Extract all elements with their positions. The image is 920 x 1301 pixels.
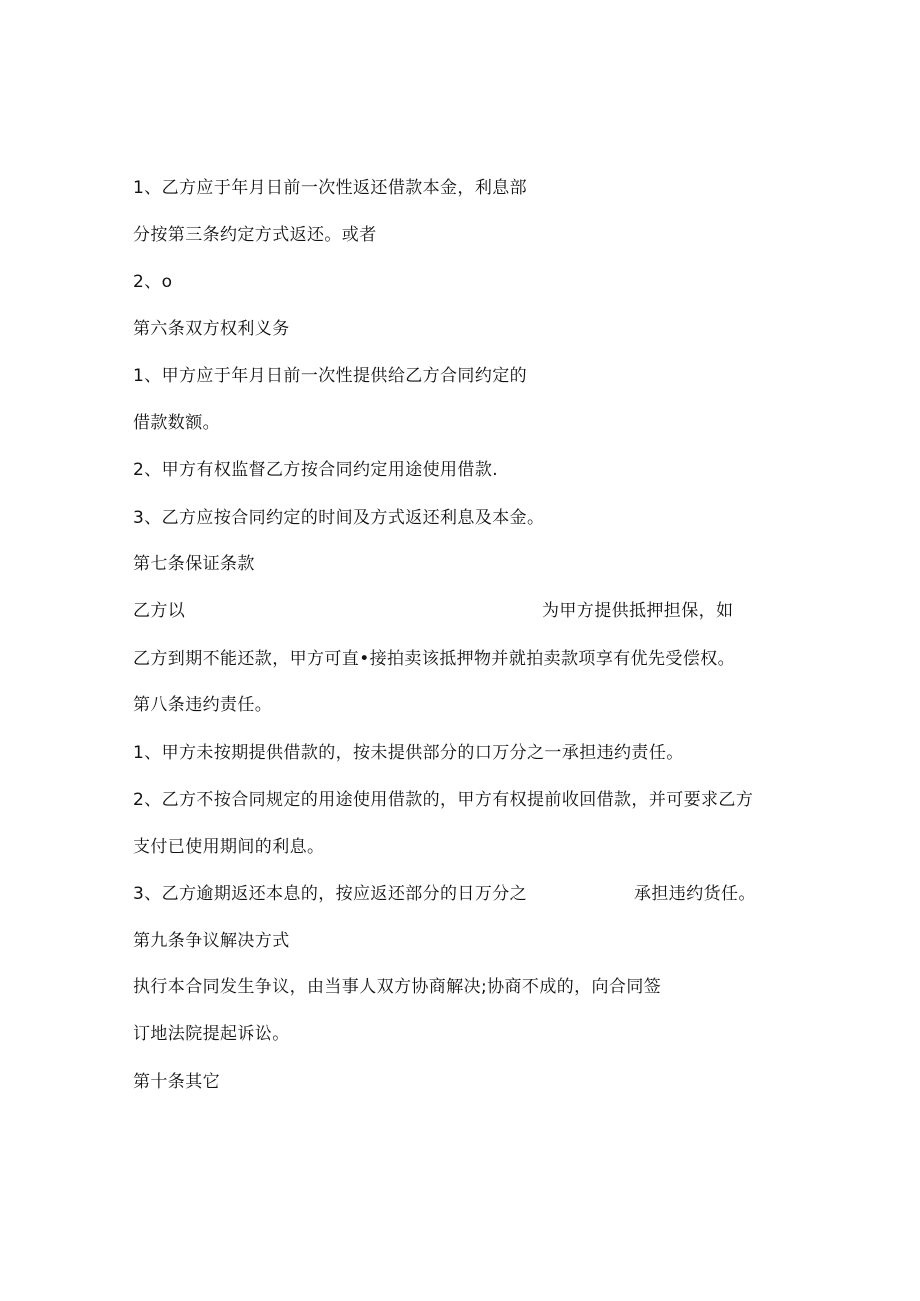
guarantee-line-left: 乙方以 — [133, 601, 186, 621]
penalty-line-left: 3、乙方逾期返还本息的，按应返还部分的日万分之 — [133, 884, 528, 904]
clause-6-heading: 第六条双方权利义务 — [133, 319, 290, 339]
clause-8-heading: 第八条违约责任。 — [133, 695, 273, 715]
penalty-line-right: 承担违约货任。 — [634, 884, 756, 904]
clause-6-item-1-line-2: 借款数额。 — [133, 413, 220, 433]
clause-9-line-2: 订地法院提起诉讼。 — [133, 1024, 290, 1044]
clause-5-item-1-line-2: 分按第三条约定方式返还。或者 — [133, 225, 377, 245]
clause-7-line-2: 乙方到期不能还款，甲方可直•接拍卖该抵押物并就拍卖款项享有优先受偿权。 — [133, 649, 736, 669]
clause-8-item-1: 1、甲方未按期提供借款的，按未提供部分的口万分之一承担违约责任。 — [133, 743, 684, 763]
clause-6-item-3: 3、乙方应按合同约定的时间及方式返还利息及本金。 — [133, 508, 545, 528]
guarantee-line-right: 为甲方提供抵押担保，如 — [542, 601, 734, 621]
clause-8-item-2-line-2: 支付已使用期间的利息。 — [133, 837, 325, 857]
clause-6-item-2: 2、甲方有权监督乙方按合同约定用途使用借款. — [133, 460, 499, 480]
clause-7-heading: 第七条保证条款 — [133, 554, 255, 574]
clause-6-item-1-line-1: 1、甲方应于年月日前一次性提供给乙方合同约定的 — [133, 366, 528, 386]
clause-9-heading: 第九条争议解决方式 — [133, 931, 290, 951]
clause-5-item-2: 2、o — [133, 272, 173, 292]
clause-8-item-3 — [133, 883, 773, 905]
clause-8-item-2-line-1: 2、乙方不按合同规定的用途使用借款的，甲方有权提前收回借款，并可要求乙方 — [133, 790, 754, 810]
clause-9-line-1: 执行本合同发生争议，由当事人双方协商解决;协商不成的，向合同签 — [133, 977, 662, 997]
clause-7-line-1 — [133, 600, 753, 622]
clause-5-item-1-line-1: 1、乙方应于年月日前一次性返还借款本金，利息部 — [133, 178, 528, 198]
clause-10-heading: 第十条其它 — [133, 1072, 220, 1092]
